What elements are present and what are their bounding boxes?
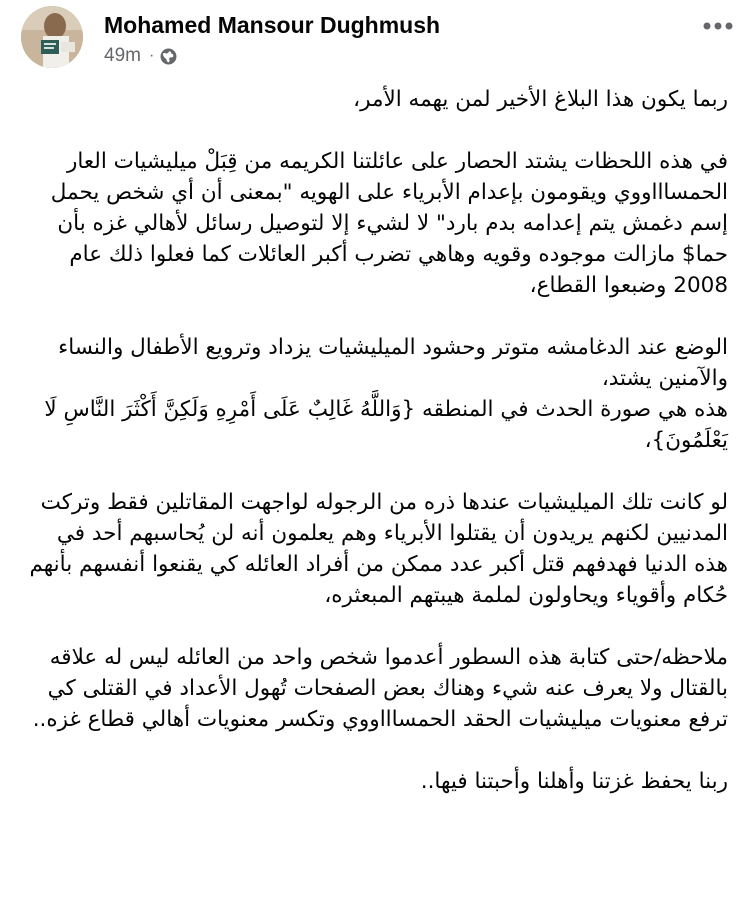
avatar[interactable] [21, 6, 83, 68]
paragraph-siege: في هذه اللحظات يشتد الحصار على عائلتنا الكريمه من قِبَلْ ميليشيات العار الحمساااووي ويقومون بإعدام الأبرياء على الهويه "بمعنى أن أي شخص يحمل إسم دغمش يتم إعدامه بدم بارد" لا لشيء إلا لتوصيل رسائل لأهالي غزه بأن حما$ مازالت موجوده وقويه وهاهي تضرب أكبر العائلات كما فعلوا ذلك عام 2008 وضبعوا القطاع، [50, 149, 728, 298]
timestamp[interactable]: 49m [104, 45, 141, 66]
paragraph-situation: الوضع عند الدغامشه متوتر وحشود الميليشيات يزداد وترويع الأطفال والنساء والآمنين يشتد، [58, 335, 728, 391]
paragraph-militias: لو كانت تلك الميليشيات عندها ذره من الرجوله لواجهت المقاتلين فقط وتركت المدنيين لكنهم يريدون أن يقتلوا الأبرياء وهم يعلمون أنه لن يُحاسبهم أحد في هذه الدنيا فهدفهم قتل أكبر عدد ممكن من أفراد العائله كي يقنعوا أنفسهم بأنهم حُكام وأقوياء ويحاولون لملمة هيبتهم المبعثره، [29, 490, 728, 608]
profile-photo [21, 6, 83, 68]
author-name[interactable]: Mohamed Mansour Dughmush [104, 12, 441, 38]
post-header [18, 6, 740, 70]
paragraph-verse: هذه هي صورة الحدث في المنطقه {وَاللَّهُ غَالِبٌ عَلَى أَمْرِهِ وَلَكِنَّ أَكْثَرَ النَّاسِ لَا يَعْلَمُونَ}، [44, 397, 728, 453]
meta-separator: · [148, 47, 155, 64]
post-meta [104, 45, 177, 67]
more-options-button[interactable] [696, 6, 740, 46]
globe-icon[interactable] [160, 48, 177, 65]
more-options-icon [703, 22, 733, 30]
paragraph-prayer: ربنا يحفظ غزتنا وأهلنا وأحبتنا فيها.. [420, 769, 728, 794]
post-text [24, 84, 728, 797]
paragraph-note: ملاحظه/حتى كتابة هذه السطور أعدموا شخص واحد من العائله ليس له علاقه بالقتال ولا يعرف عنه شيء وهناك بعض الصفحات تُهول الأعداد في القتلى كي ترفع معنويات ميليشيات الحقد الحمساااووي وتكسر معنويات أهالي قطاع غزه.. [32, 645, 728, 732]
paragraph-intro: ربما يكون هذا البلاغ الأخير لمن يهمه الأمر، [353, 87, 728, 112]
